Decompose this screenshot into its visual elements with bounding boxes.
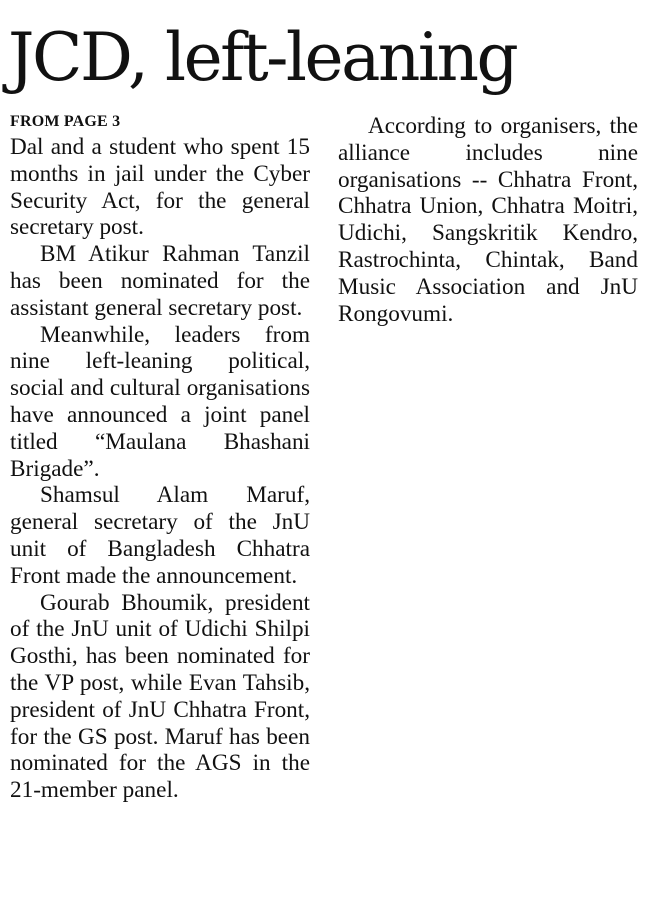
- article-column-right: [338, 113, 638, 327]
- continuation-kicker: FROM PAGE 3: [10, 113, 121, 130]
- paragraph: Meanwhile, leaders from nine left-leaning political, social and cultural organisations have announced a joint panel titled “Maulana Bhashani Brigade”.: [10, 321, 310, 482]
- article-column-left: [10, 112, 310, 804]
- paragraph: Gourab Bhoumik, president of the JnU unit of Udichi Shilpi Gosthi, has been nominated for the VP post, while Evan Tahsib, president of JnU Chhatra Front, for the GS post. Maruf has been nominated for the AGS in the 21-member panel.: [10, 589, 310, 804]
- paragraph: Shamsul Alam Maruf, general secretary of the JnU unit of Bangladesh Chhatra Front made the announcement.: [10, 482, 310, 589]
- paragraph: According to organisers, the alliance includes nine organisations -- Chhatra Front, Chhatra Union, Chhatra Moitri, Udichi, Sangskritik Kendro, Rastrochinta, Chintak, Band Music Association and JnU Rongovumi.: [338, 113, 638, 327]
- paragraph: BM Atikur Rahman Tanzil has been nominated for the assistant general secretary post.: [10, 241, 310, 321]
- paragraph: Dal and a student who spent 15 months in jail under the Cyber Security Act, for the general secretary post.: [10, 134, 310, 241]
- headline: JCD, left-leaning: [8, 19, 517, 96]
